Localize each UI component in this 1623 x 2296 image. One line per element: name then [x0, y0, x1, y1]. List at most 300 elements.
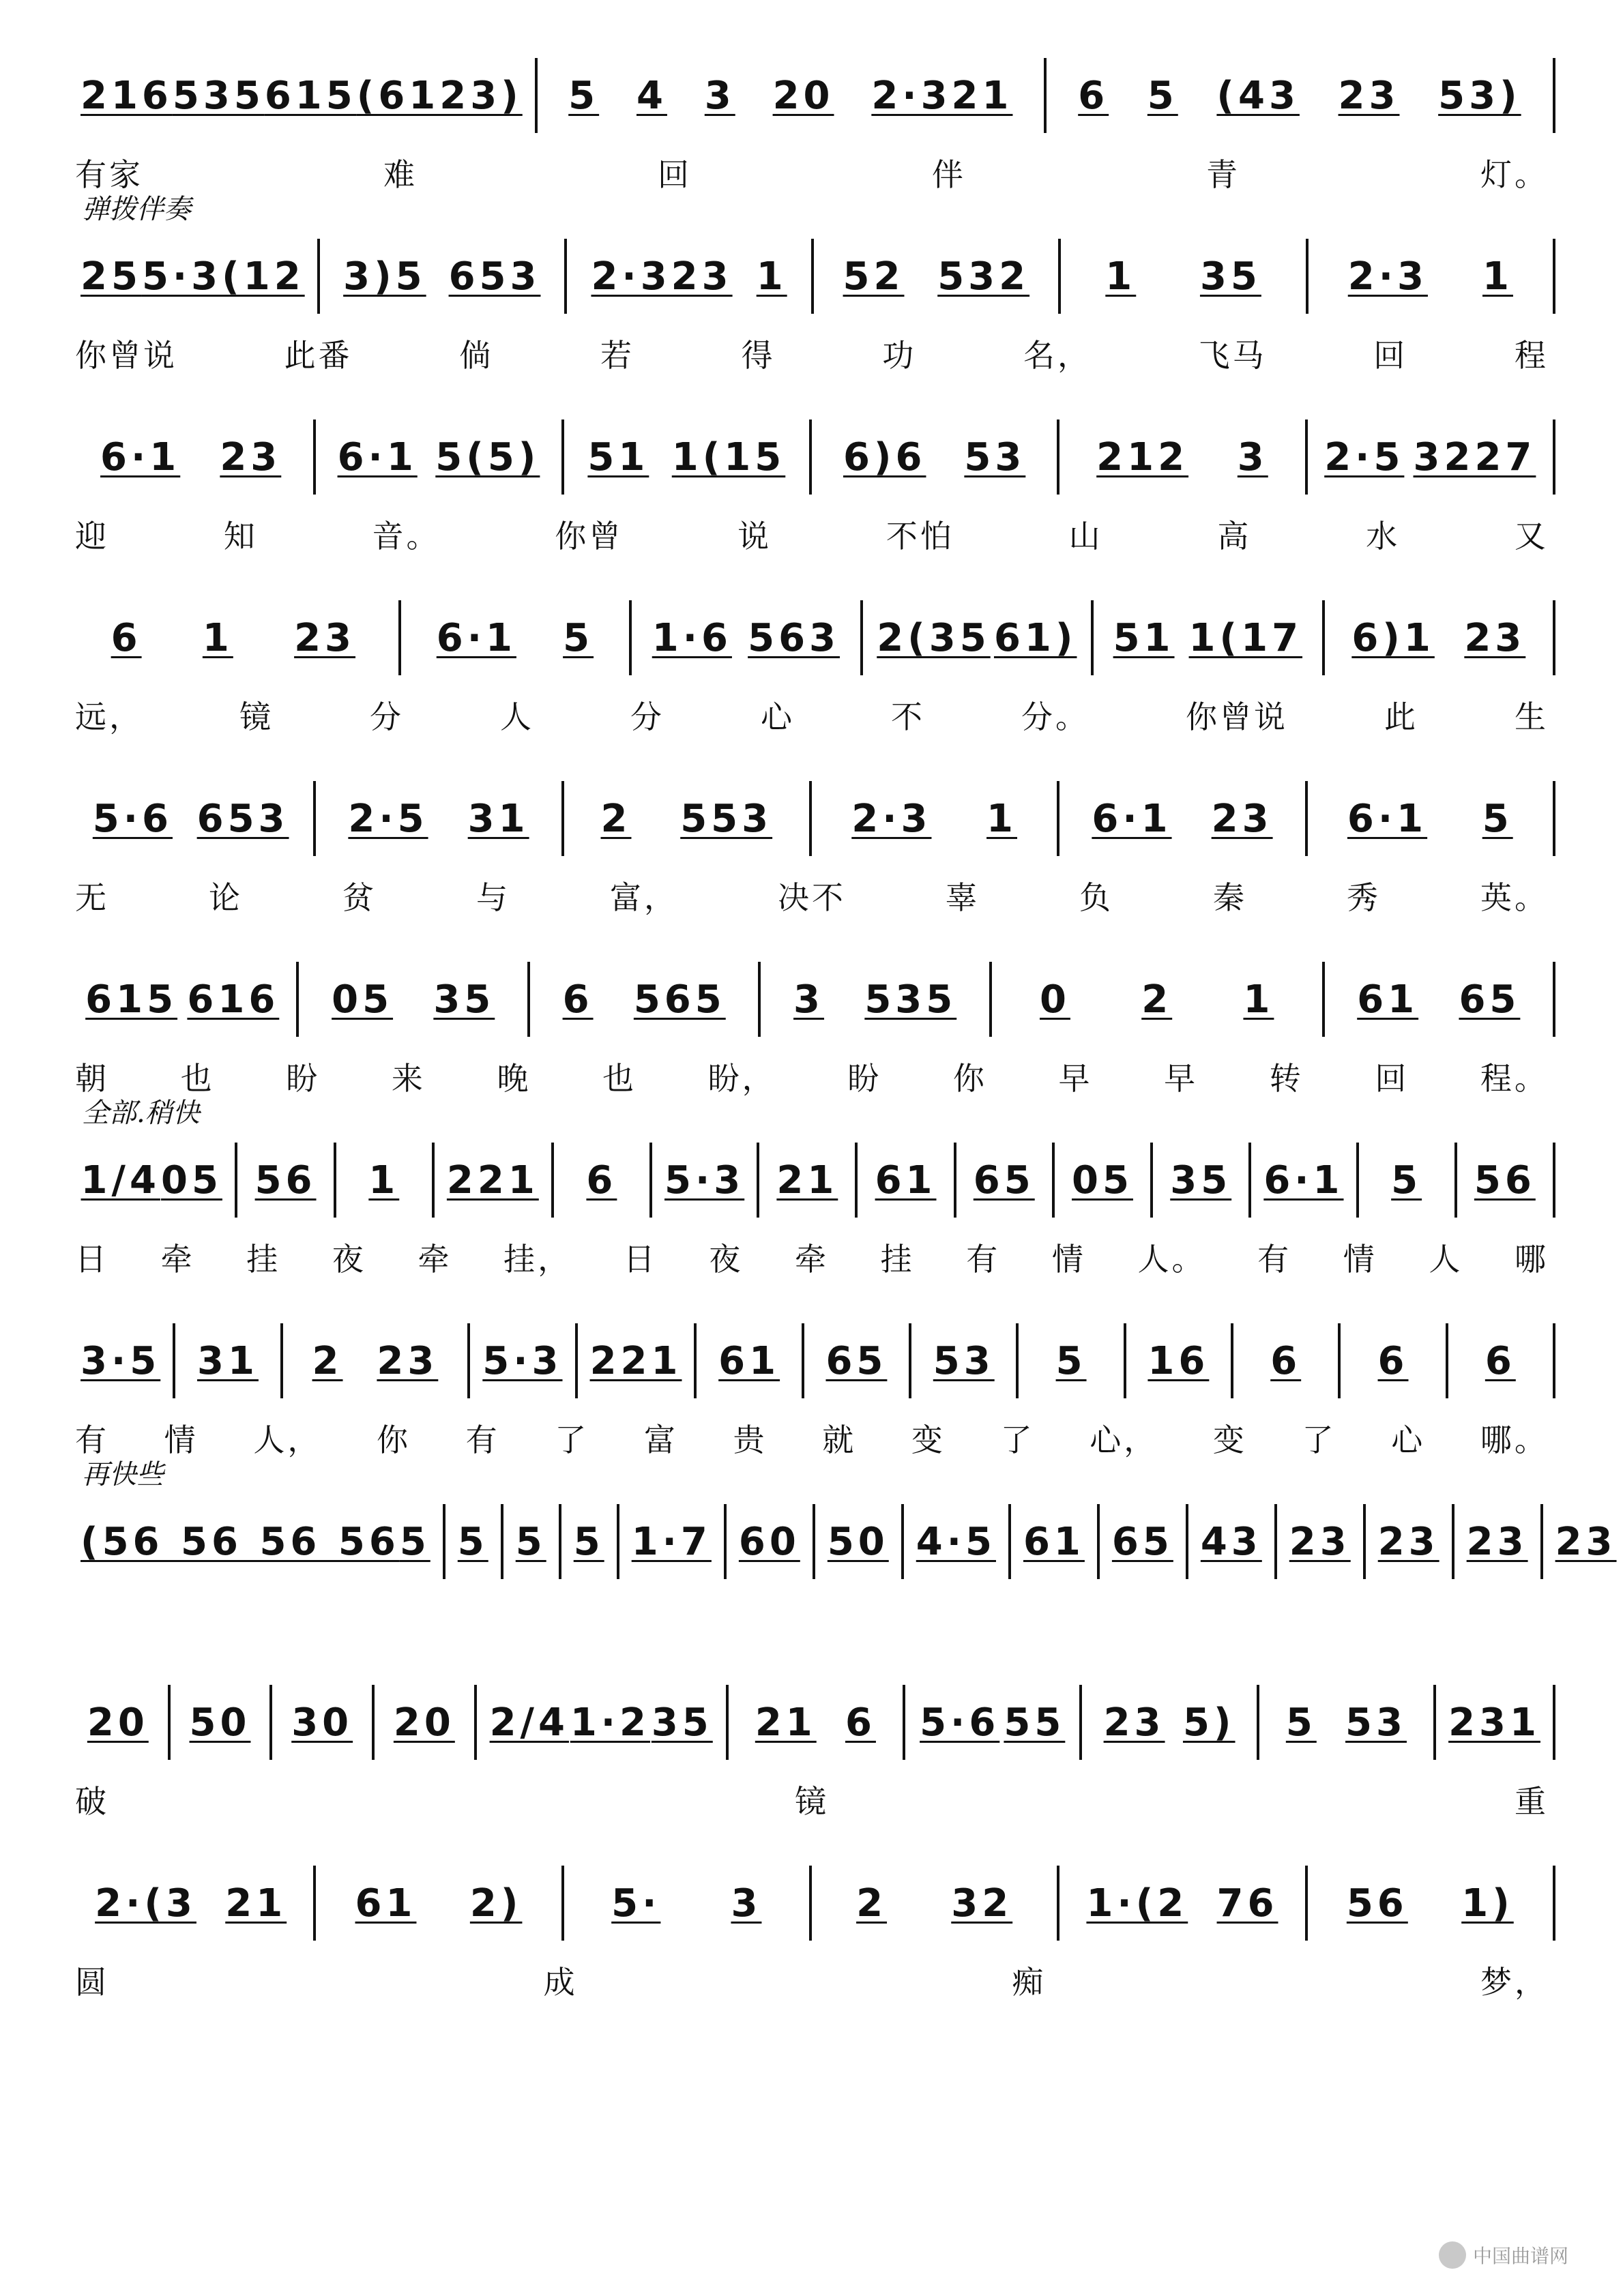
note-group: 16: [1147, 1338, 1210, 1383]
tempo-marking: 全部.稍快: [82, 1098, 200, 1129]
note-group: (56 56 56 56: [81, 1519, 400, 1564]
lyrics-line: [68, 873, 1555, 914]
measure: [320, 239, 564, 314]
lyric-text: 秦: [1213, 879, 1247, 916]
note-group: 5·6: [92, 796, 173, 841]
lyric-text: 飞马: [1198, 337, 1267, 374]
note-group: 532: [937, 254, 1030, 299]
note-group: 65: [1459, 977, 1521, 1022]
lyric-text: 迎: [75, 518, 109, 555]
measure: [1325, 600, 1553, 675]
lyric-text: 了: [1302, 1422, 1336, 1458]
measure: [561, 1504, 617, 1579]
note-group: 35: [1199, 254, 1261, 299]
lyrics-line: [68, 150, 1555, 191]
lyric-text: 人: [500, 698, 534, 735]
measure: [1059, 1866, 1304, 1941]
note-group: 535: [172, 73, 265, 118]
measure: [1011, 1504, 1097, 1579]
note-group: 2: [312, 1338, 343, 1383]
lyric-text: 日: [75, 1241, 109, 1278]
note-group: 23: [1289, 1519, 1351, 1564]
barline: [1553, 58, 1555, 133]
note-group: 53: [1345, 1700, 1407, 1745]
lyric-text: 无: [75, 879, 109, 916]
measure: [1047, 58, 1553, 133]
lyric-text: 了: [1000, 1422, 1035, 1458]
lyric-text: 贵: [733, 1422, 767, 1458]
measure: [68, 781, 313, 856]
note-group: 2·321: [871, 73, 1013, 118]
lyric-text: 论: [209, 879, 243, 916]
note-group: 5: [399, 1519, 430, 1564]
note-group: 616: [187, 977, 280, 1022]
score-row: [68, 27, 1555, 205]
barline: [1553, 781, 1555, 856]
note-group: 2·323: [591, 254, 733, 299]
measure: [68, 1866, 313, 1941]
lyric-text: 转: [1269, 1060, 1304, 1097]
logo-text: 中国曲谱网: [1472, 2245, 1568, 2267]
note-group: 25: [81, 254, 142, 299]
note-group: 61: [1023, 1519, 1085, 1564]
note-group: 553: [680, 796, 773, 841]
lyric-text: 来: [391, 1060, 426, 1097]
measure: [503, 1504, 559, 1579]
note-group: 23: [1555, 1519, 1617, 1564]
measure: [68, 600, 398, 675]
measure: [470, 1323, 574, 1398]
note-group: 6)1: [1351, 615, 1435, 660]
note-group: 563: [748, 615, 840, 660]
note-group: 3: [731, 1881, 762, 1926]
lyric-text: 回: [658, 156, 692, 193]
note-group: 1: [368, 1158, 400, 1203]
note-group: 76: [1216, 1881, 1278, 1926]
lyric-text: 回: [1373, 337, 1408, 374]
note-group: 565: [633, 977, 726, 1022]
measure: [1308, 420, 1553, 495]
note-group: 1(17: [1188, 615, 1303, 660]
note-group: 6·1: [436, 615, 516, 660]
note-group: 5·3: [482, 1338, 563, 1383]
lyric-text: 英。: [1480, 879, 1549, 916]
note-group: 615: [85, 977, 178, 1022]
note-group: 65: [973, 1158, 1035, 1203]
lyric-text: 分。: [1021, 698, 1090, 735]
note-group: 23: [1103, 1700, 1165, 1745]
measure: [1359, 1143, 1454, 1218]
lyric-text: 挂: [880, 1241, 915, 1278]
lyric-text: 牵: [160, 1241, 195, 1278]
measure: [1153, 1143, 1248, 1218]
measure: [812, 781, 1057, 856]
note-group: 05: [1072, 1158, 1133, 1203]
lyrics-line: [68, 1054, 1555, 1095]
lyric-text: 得: [741, 337, 776, 374]
lyric-text: 情: [164, 1422, 199, 1458]
barline: [1553, 600, 1555, 675]
note-group: 05: [332, 977, 394, 1022]
note-group: (6123): [356, 73, 523, 118]
lyric-text: 青: [1206, 156, 1240, 193]
notation-line: [68, 416, 1555, 498]
note-group: 51: [587, 435, 649, 480]
measure: [992, 962, 1322, 1037]
lyrics-line: [68, 1415, 1555, 1456]
lyric-text: 有: [966, 1241, 1001, 1278]
measure: [905, 1685, 1079, 1760]
measure: [1259, 1685, 1433, 1760]
lyric-text: 变: [911, 1422, 946, 1458]
note-group: 2: [856, 1881, 888, 1926]
measure: [564, 420, 809, 495]
note-group: 20: [87, 1700, 149, 1745]
measure: [401, 600, 629, 675]
score-row: [68, 1098, 1555, 1289]
measure: [316, 781, 561, 856]
measure: [1308, 1866, 1553, 1941]
note-group: 43: [1200, 1519, 1262, 1564]
measure: [863, 600, 1091, 675]
measure: [911, 1323, 1016, 1398]
tempo-marking: 弹拨伴奏: [82, 194, 191, 225]
lyric-text: 了: [555, 1422, 589, 1458]
lyric-text: 也: [180, 1060, 215, 1097]
measure: [814, 239, 1058, 314]
lyric-text: 与: [476, 879, 510, 916]
note-group: 3: [704, 73, 735, 118]
note-group: 221: [589, 1338, 682, 1383]
lyrics-line: [68, 331, 1555, 372]
note-group: 23: [1466, 1519, 1528, 1564]
lyric-text: 伴: [932, 156, 966, 193]
note-group: 6: [1377, 1338, 1409, 1383]
measure: [1454, 1504, 1540, 1579]
note-group: 3)5: [343, 254, 426, 299]
lyric-text: 也: [602, 1060, 637, 1097]
measure: [652, 1143, 757, 1218]
note-group: 5·3: [664, 1158, 745, 1203]
measure: [1061, 239, 1305, 314]
note-group: 21: [755, 1700, 817, 1745]
measure: [68, 1504, 443, 1579]
notation-line: [68, 1681, 1555, 1763]
lyric-text: 哪。: [1480, 1422, 1549, 1458]
note-group: 30: [291, 1700, 353, 1745]
lyric-text: 夜: [332, 1241, 366, 1278]
note-group: 65: [1111, 1519, 1173, 1564]
note-group: 2/4: [489, 1700, 569, 1745]
logo-icon: [1439, 2241, 1466, 2269]
lyric-text: 挂，: [503, 1241, 572, 1278]
lyric-text: 说: [737, 518, 772, 555]
measure: [68, 962, 296, 1037]
measure: [299, 962, 527, 1037]
note-group: 20: [393, 1700, 455, 1745]
measure: [68, 58, 535, 133]
lyric-text: 富: [643, 1422, 678, 1458]
note-group: 2·5: [1324, 435, 1405, 480]
lyrics-line: [68, 1596, 1555, 1637]
measure: [1188, 1504, 1274, 1579]
lyric-text: 重: [1515, 1783, 1549, 1820]
note-group: 23: [377, 1338, 439, 1383]
barline: [1553, 962, 1555, 1037]
measure: [1019, 1323, 1123, 1398]
note-group: 2(35: [877, 615, 991, 660]
note-group: 6·1: [1092, 796, 1172, 841]
lyric-text: 贫: [342, 879, 377, 916]
note-group: 5: [1285, 1700, 1317, 1745]
score-row: [68, 931, 1555, 1108]
lyric-text: 人: [1429, 1241, 1463, 1278]
measure: [554, 1143, 649, 1218]
score-row: [68, 570, 1555, 747]
lyric-text: 此番: [284, 337, 353, 374]
measure: [904, 1504, 1008, 1579]
note-group: 61): [993, 615, 1077, 660]
barline: [1553, 239, 1555, 314]
measure: [1277, 1504, 1363, 1579]
measure: [375, 1685, 474, 1760]
note-group: 20: [772, 73, 834, 118]
note-group: 61: [1357, 977, 1419, 1022]
note-group: 1·2: [570, 1700, 651, 1745]
measure: [68, 1323, 173, 1398]
note-group: 5: [573, 1519, 604, 1564]
lyric-text: 不: [891, 698, 925, 735]
note-group: 5: [1391, 1158, 1422, 1203]
lyric-text: 情: [1051, 1241, 1086, 1278]
barline: [1553, 1143, 1555, 1218]
note-group: 2·3: [851, 796, 932, 841]
lyric-text: 镜: [239, 698, 274, 735]
note-group: 4: [636, 73, 667, 118]
note-group: 1): [1461, 1881, 1514, 1926]
lyric-text: 成: [543, 1964, 578, 2001]
note-group: 56: [254, 1158, 317, 1203]
lyric-text: 夜: [709, 1241, 744, 1278]
measure: [1251, 1143, 1356, 1218]
lyric-text: 辜: [946, 879, 980, 916]
measure: [815, 1504, 901, 1579]
note-group: 6: [111, 615, 142, 660]
note-group: 2·3: [1347, 254, 1428, 299]
measure: [68, 420, 313, 495]
score-row: [68, 389, 1555, 566]
note-group: 56: [1474, 1158, 1536, 1203]
note-group: 05: [160, 1158, 222, 1203]
note-group: 653: [196, 796, 289, 841]
notation-line: [68, 1320, 1555, 1402]
lyric-text: 牵: [418, 1241, 452, 1278]
note-group: 1: [986, 796, 1018, 841]
measure: [1233, 1323, 1338, 1398]
note-group: 231: [1448, 1700, 1540, 1745]
measure: [804, 1323, 909, 1398]
note-group: 21: [776, 1158, 838, 1203]
measure: [68, 1685, 168, 1760]
measure: [812, 1866, 1057, 1941]
measure: [1059, 420, 1304, 495]
note-group: 32: [951, 1881, 1013, 1926]
note-group: 6)6: [843, 435, 926, 480]
note-group: 5): [1182, 1700, 1235, 1745]
note-group: 5(5): [435, 435, 540, 480]
note-group: 65: [825, 1338, 888, 1383]
lyric-text: 此: [1384, 698, 1418, 735]
note-group: 51: [1113, 615, 1175, 660]
measure: [727, 1504, 813, 1579]
lyric-text: 晚: [497, 1060, 531, 1097]
lyric-text: 牵: [795, 1241, 829, 1278]
lyric-text: 你曾说: [1186, 698, 1288, 735]
lyric-text: 你曾说: [75, 337, 177, 374]
lyric-text: 有: [465, 1422, 500, 1458]
note-group: 3: [1237, 435, 1268, 480]
lyric-text: 有家: [75, 156, 143, 193]
measure: [567, 239, 811, 314]
measure: [1082, 1685, 1256, 1760]
lyric-text: 倘: [459, 337, 494, 374]
measure: [1366, 1504, 1452, 1579]
measure: [316, 1866, 561, 1941]
measure: [1308, 239, 1553, 314]
measure: [812, 420, 1057, 495]
lyric-text: 镜: [795, 1783, 829, 1820]
barline: [1553, 1866, 1555, 1941]
note-group: 6: [562, 977, 594, 1022]
lyric-text: 知: [223, 518, 258, 555]
notation-line: [68, 1139, 1555, 1221]
measure: [1100, 1504, 1186, 1579]
note-group: 2·5: [348, 796, 428, 841]
measure: [272, 1685, 372, 1760]
note-group: 53: [964, 435, 1026, 480]
measure: [1457, 1143, 1553, 1218]
notation-line: [68, 958, 1555, 1040]
lyric-text: 不怕: [886, 518, 954, 555]
note-group: 1(15: [671, 435, 786, 480]
lyric-text: 有: [1257, 1241, 1292, 1278]
note-group: 1: [1482, 254, 1513, 299]
measure: [68, 1143, 235, 1218]
lyric-text: 高: [1217, 518, 1252, 555]
lyric-text: 盼: [286, 1060, 321, 1097]
lyric-text: 梦，: [1480, 1964, 1549, 2001]
note-group: (43: [1216, 73, 1300, 118]
lyrics-line: [68, 692, 1555, 733]
measure: [1308, 781, 1553, 856]
note-group: 61: [355, 1881, 417, 1926]
note-group: 6: [1485, 1338, 1516, 1383]
notation-line: [68, 235, 1555, 317]
note-group: 53): [1438, 73, 1521, 118]
lyric-text: 早: [1058, 1060, 1093, 1097]
note-group: 2: [600, 796, 632, 841]
note-group: 55: [1004, 1700, 1066, 1745]
note-group: 5·: [611, 1881, 661, 1926]
note-group: 52: [843, 254, 905, 299]
lyric-text: 挂: [246, 1241, 281, 1278]
lyric-text: 盼，: [707, 1060, 776, 1097]
measure: [1126, 1323, 1231, 1398]
lyric-text: 有: [75, 1422, 109, 1458]
note-group: 6·1: [1347, 796, 1428, 841]
measure: [1436, 1685, 1553, 1760]
lyric-text: 心: [1391, 1422, 1426, 1458]
note-group: 1: [1243, 977, 1274, 1022]
measure: [477, 1685, 726, 1760]
lyric-text: 秀: [1347, 879, 1381, 916]
note-group: 1: [1105, 254, 1137, 299]
measure: [1325, 962, 1553, 1037]
note-group: 4·5: [916, 1519, 996, 1564]
note-group: 6: [586, 1158, 617, 1203]
note-group: 2: [1141, 977, 1173, 1022]
note-group: 23: [294, 615, 356, 660]
lyric-text: 变: [1212, 1422, 1247, 1458]
lyrics-line: [68, 1777, 1555, 1818]
notation-line: [68, 55, 1555, 136]
lyric-text: 名，: [1023, 337, 1092, 374]
lyric-text: 灯。: [1480, 156, 1549, 193]
lyric-text: 情: [1343, 1241, 1377, 1278]
note-group: 3: [793, 977, 825, 1022]
measure: [1094, 600, 1321, 675]
lyric-text: 心: [761, 698, 795, 735]
note-group: 5: [457, 1519, 488, 1564]
lyric-text: 人，: [253, 1422, 322, 1458]
measure: [697, 1323, 801, 1398]
barline: [1553, 420, 1555, 495]
lyric-text: 朝: [75, 1060, 109, 1097]
note-group: 212: [1096, 435, 1189, 480]
note-group: 5: [568, 73, 600, 118]
lyric-text: 远，: [75, 698, 143, 735]
note-group: 23: [220, 435, 282, 480]
lyrics-line: [68, 512, 1555, 553]
measure: [1543, 1504, 1623, 1579]
lyric-text: 回: [1375, 1060, 1409, 1097]
lyric-text: 音。: [372, 518, 441, 555]
note-group: 31: [467, 796, 529, 841]
measure: [761, 962, 989, 1037]
note-group: 5: [1147, 73, 1178, 118]
lyrics-line: [68, 1235, 1555, 1276]
measure: [578, 1323, 694, 1398]
score-row: [68, 1654, 1555, 1831]
note-group: 61: [718, 1338, 780, 1383]
lyric-text: 分: [630, 698, 664, 735]
measure: [632, 600, 860, 675]
note-group: 615: [264, 73, 357, 118]
note-group: 1·(2: [1086, 1881, 1188, 1926]
score-row: [68, 1459, 1617, 1651]
note-group: 1: [202, 615, 233, 660]
note-group: 1·7: [631, 1519, 712, 1564]
barline: [1553, 1323, 1555, 1398]
note-group: 535: [864, 977, 957, 1022]
note-group: 5: [1482, 796, 1513, 841]
note-group: 3227: [1413, 435, 1536, 480]
lyric-text: 心，: [1090, 1422, 1158, 1458]
note-group: 35: [651, 1700, 713, 1745]
note-group: 6: [845, 1700, 876, 1745]
lyric-text: 生: [1515, 698, 1549, 735]
lyric-text: 功: [882, 337, 917, 374]
